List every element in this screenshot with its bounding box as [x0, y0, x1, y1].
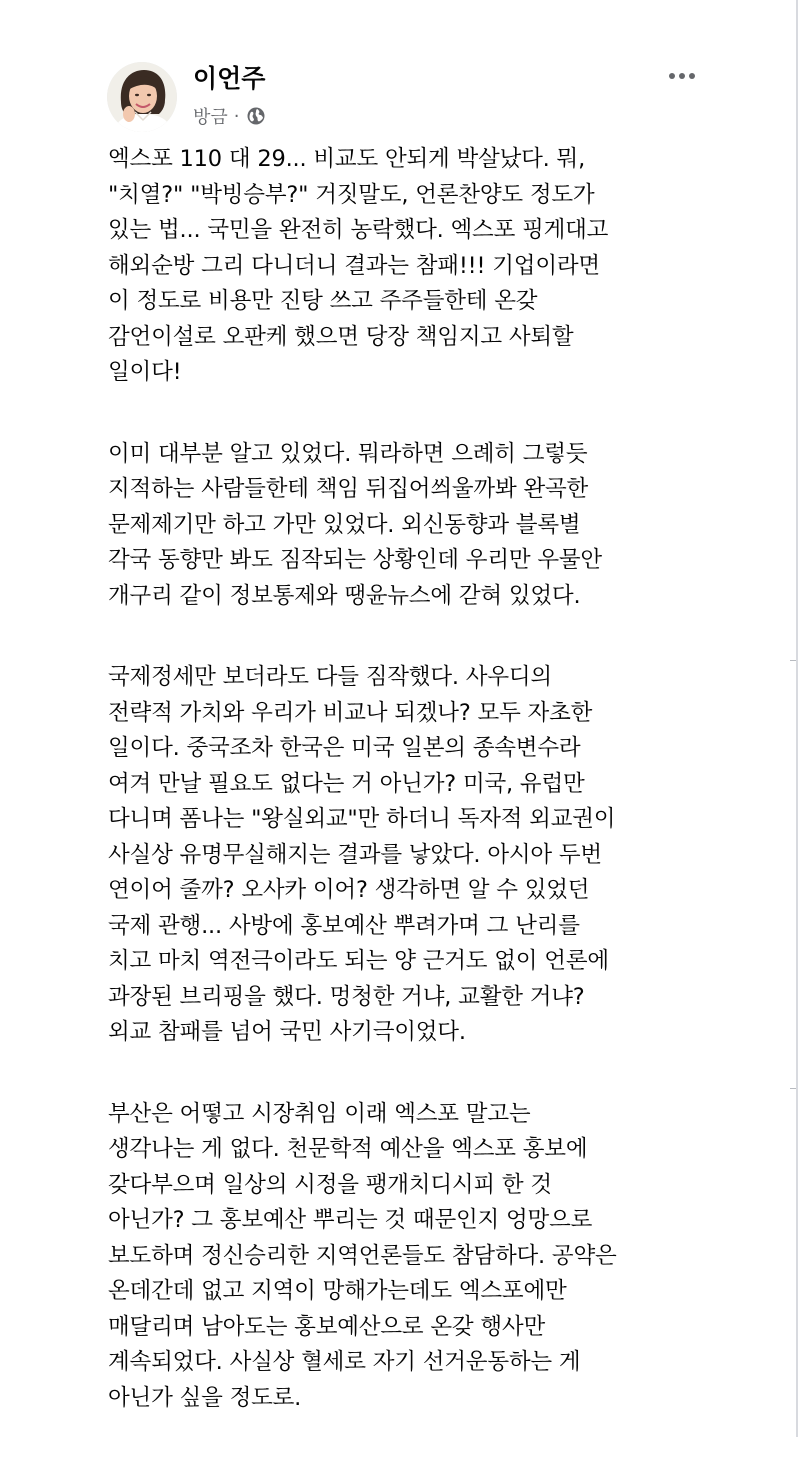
text-line: 엑스포 110 대 29... 비교도 안되게 박살났다. 뭐, — [108, 146, 586, 172]
text-line: 사실상 유명무실해지는 결과를 낳았다. 아시아 두번 — [108, 841, 602, 868]
post-paragraph-2 — [108, 437, 708, 615]
post-text — [108, 142, 708, 1462]
text-line: 여겨 만날 필요도 없다는 거 아닌가? 미국, 유럽만 — [108, 770, 585, 797]
text-line: 아닌가? 그 홍보예산 뿌리는 것 때문인지 엉망으로 — [108, 1207, 593, 1233]
post-paragraph-4 — [108, 1097, 708, 1417]
text-line: 지적하는 사람들한테 책임 뒤집어씌울까봐 완곡한 — [108, 476, 589, 502]
text-line: 있는 법... 국민을 완전히 농락했다. 엑스포 핑게대고 — [108, 217, 609, 243]
text-line: 감언이설로 오판케 했으면 당장 책임지고 사퇴할 — [108, 323, 574, 350]
text-line: 연이어 줄까? 오사카 이어? 생각하면 알 수 있었던 — [108, 877, 590, 903]
text-line: 해외순방 그리 다니더니 결과는 참패!!! 기업이라면 — [108, 252, 600, 279]
author-name[interactable]: 이언주 — [193, 64, 266, 93]
text-line: 일이다! — [108, 359, 182, 385]
text-line: 아닌가 싶을 정도로. — [108, 1384, 302, 1411]
text-line: 전략적 가치와 우리가 비교나 되겠나? 모두 자초한 — [108, 699, 593, 726]
meta-separator: · — [233, 105, 240, 127]
text-line: 과장된 브리핑을 했다. 멍청한 거냐, 교활한 거냐? — [108, 983, 585, 1010]
text-line: 다니며 폼나는 "왕실외교"만 하더니 독자적 외교권이 — [108, 806, 616, 832]
post-paragraph-3 — [108, 660, 708, 1051]
text-line: 보도하며 정신승리한 지역언론들도 참담하다. 공약은 — [108, 1242, 617, 1269]
text-line: 매달리며 남아도는 홍보예산으로 온갖 행사만 — [108, 1313, 545, 1340]
post-paragraph-1 — [108, 142, 708, 391]
text-line: 갖다부으며 일상의 시정을 팽개치디시피 한 것 — [108, 1171, 552, 1198]
avatar-photo — [107, 62, 177, 132]
text-line: 개구리 같이 정보통제와 땡윤뉴스에 갇혀 있었다. — [108, 582, 581, 609]
globe-icon[interactable] — [246, 106, 266, 126]
post-timestamp[interactable]: 방금 — [193, 107, 228, 128]
text-line: "치열?" "박빙승부?" 거짓말도, 언론찬양도 정도가 — [108, 181, 595, 208]
text-line: 국제 관행... 사방에 홍보예산 뿌려가며 그 난리를 — [108, 912, 580, 939]
author-avatar[interactable] — [107, 62, 177, 132]
text-line: 이미 대부분 알고 있었다. 뭐라하면 으례히 그렇듯 — [108, 440, 588, 467]
text-line: 치고 마치 역전극이라도 되는 양 근거도 없이 언론에 — [108, 948, 609, 974]
text-line: 이 정도로 비용만 진탕 쓰고 주주들한테 온갖 — [108, 288, 538, 314]
more-options-button[interactable] — [667, 64, 697, 88]
text-line: 외교 참패를 넘어 국민 사기극이었다. — [108, 1019, 466, 1045]
text-line: 일이다. 중국조차 한국은 미국 일본의 종속변수라 — [108, 735, 581, 761]
edge-tick — [790, 660, 796, 661]
more-horizontal-icon — [668, 72, 696, 80]
text-line: 온데간데 없고 지역이 망해가는데도 엑스포에만 — [108, 1278, 567, 1304]
text-line: 생각나는 게 없다. 천문학적 예산을 엑스포 홍보에 — [108, 1136, 588, 1162]
edge-tick — [790, 1088, 796, 1089]
post-meta — [193, 104, 266, 128]
text-line: 국제정세만 보더라도 다들 짐작했다. 사우디의 — [108, 664, 552, 690]
text-line: 문제제기만 하고 가만 있었다. 외신동향과 블록별 — [108, 511, 581, 538]
text-line: 계속되었다. 사실상 혈세로 자기 선거운동하는 게 — [108, 1349, 581, 1375]
text-line: 각국 동향만 봐도 짐작되는 상황인데 우리만 우물안 — [108, 547, 602, 573]
post-header — [107, 62, 707, 132]
text-line: 부산은 어떻고 시장취임 이래 엑스포 말고는 — [108, 1100, 531, 1127]
